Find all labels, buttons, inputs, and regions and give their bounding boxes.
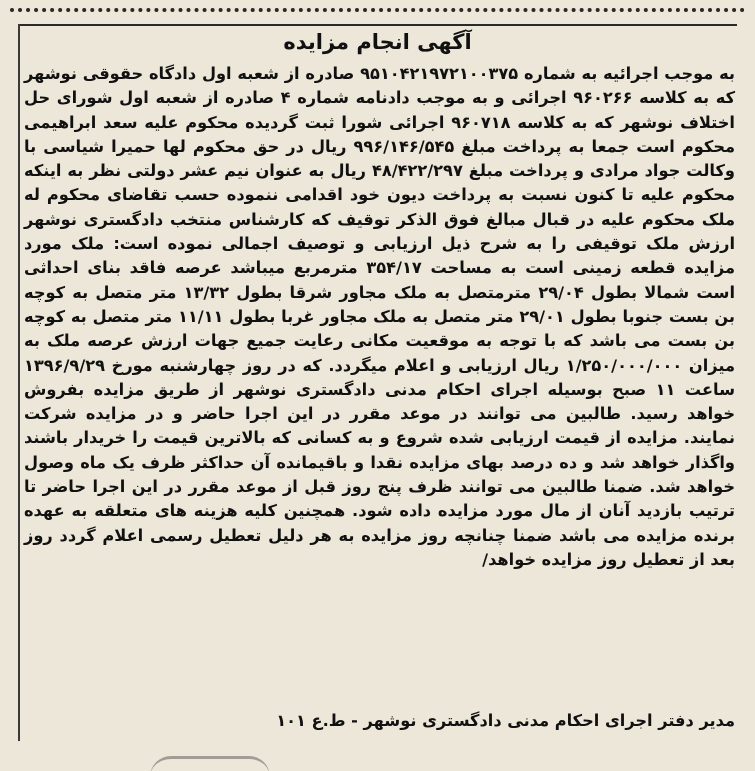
notice-signature: مدیر دفتر اجرای احکام مدنی دادگستری نوشهر - ط.ع ۱۰۱ <box>276 711 735 730</box>
left-rule <box>18 24 20 741</box>
notice-body: به موجب اجرائیه به شماره ۹۵۱۰۴۲۱۹۷۲۱۰۰۳۷۵ صادره از شعبه اول دادگاه حقوقی نوشهر که به کلاسه ۹۶۰۲۶۶ اجرائی و به موجب دادنامه شماره ۴ صادره از شعبه اول شورای حل اختلاف نوشهر که به کلاسه ۹۶۰۷۱۸ اجرائی شورا ثبت گردیده محکوم علیه سعد ابراهیمی محکوم است جمعا به پرداخت مبلغ ۹۹۶/۱۴۶/۵۴۵ ریال در حق محکوم لها حمیرا شیاسی با وکالت جواد مرادی و پرداخت مبلغ ۴۸/۴۲۲/۲۹۷ ریال به عنوان نیم عشر دولتی نظر به اینکه محکوم علیه تا کنون نسبت به پرداخت دیون خود اقدامی ننموده حسب تقاضای محکوم له ملک محکوم علیه در قبال مبالغ فوق الذکر توقیف که کارشناس منتخب دادگستری نوشهر ارزش ملک توقیفی را به شرح ذیل ارزیابی و توصیف اجمالی نموده است: ملک مورد مزایده قطعه زمینی است به مساحت ۳۵۴/۱۷ مترمربع میباشد عرصه فاقد بنای احداثی است شمالا بطول ۲۹/۰۴ مترمتصل به ملک مجاور شرقا بطول ۱۳/۳۲ متر متصل به کوچه بن بست جنوبا بطول ۲۹/۰۱ متر متصل به ملک مجاور غربا بطول ۱۱/۱۱ متر متصل به کوچه بن بست می باشد که با توجه به موقعیت مکانی رعایت جمیع جهات ارزش عرصه ملک به میزان ۱/۲۵۰/۰۰۰/۰۰۰ ریال ارزیابی و اعلام میگردد. که در روز چهارشنبه مورخ ۱۳۹۶/۹/۲۹ ساعت ۱۱ صبح بوسیله اجرای احکام مدنی دادگستری نوشهر از طریق مزایده بفروش خواهد رسید. طالبین می توانند در موعد مقرر در این اجرا حاضر و در مزایده شرکت نمایند. مزایده از قیمت ارزیابی شده شروع و به کسانی که بالاترین قیمت را خریدار باشند واگذار خواهد شد و ده درصد بهای مزایده نقدا و باقیمانده آن حداکثر ظرف یک ماه وصول خواهد شد. ضمنا طالبین می توانند ظرف پنج روز قبل از موعد مقرر در این اجرا حاضر تا ترتیب بازدید آنان از مال مورد مزایده داده شود. همچنین کلیه هزینه های متعلقه به عهده برنده مزایده می باشد ضمنا چنانچه روز مزایده به هر دلیل تعطیل رسمی اعلام گردد روز بعد از تعطیل روز مزایده خواهد/ <box>24 64 736 569</box>
dotted-top-border <box>10 8 745 12</box>
notice-title: آگهی انجام مزایده <box>283 30 472 54</box>
top-rule <box>18 24 737 26</box>
bottom-ink-mark <box>150 756 270 771</box>
